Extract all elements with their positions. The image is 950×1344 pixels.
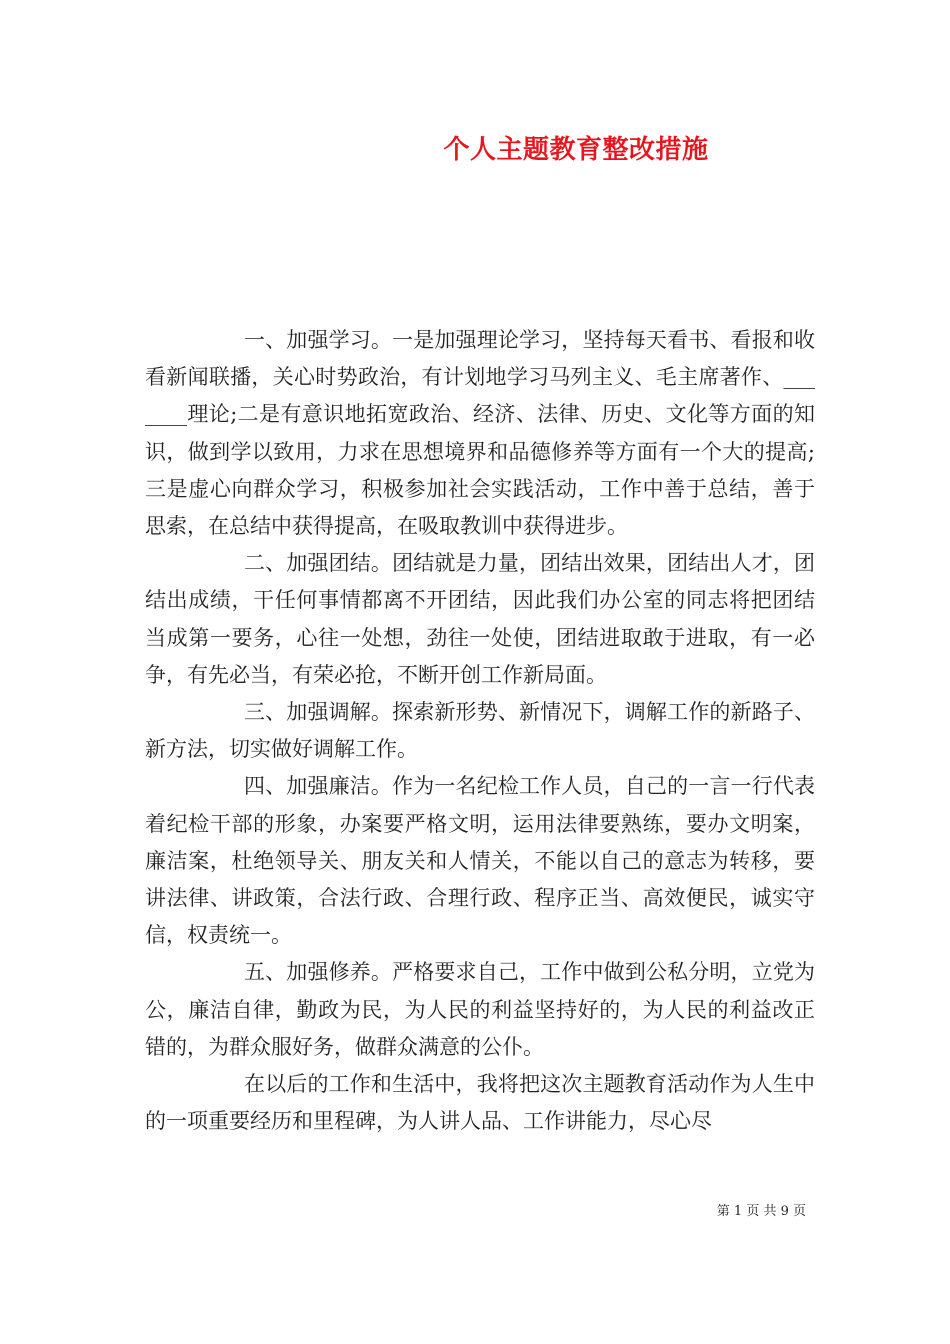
document-title: 个人主题教育整改措施 <box>443 135 709 165</box>
paragraph-cultivation: 五、加强修养。严格要求自己，工作中做到公私分明，立党为公，廉洁自律，勤政为民，为人民的利益坚持好的，为人民的利益改正错的，为群众服好务，做群众满意的公仆。 <box>145 960 815 1059</box>
paragraph-conclusion: 在以后的工作和生活中，我将把这次主题教育活动作为人生中的一项重要经历和里程碑，为人讲人品、工作讲能力，尽心尽 <box>145 1072 815 1134</box>
paragraph-mediation: 三、加强调解。探索新形势、新情况下，调解工作的新路子、新方法，切实做好调解工作。 <box>145 700 815 762</box>
page-number: 第 1 页 共 9 页 <box>716 1204 806 1219</box>
paragraph-unity: 二、加强团结。团结就是力量，团结出效果，团结出人才，团结出成绩，干任何事情都离不开团结，因此我们办公室的同志将把团结当成第一要务，心往一处想，劲往一处使，团结进取敢于进取，有一必争，有先必当，有荣必抢，不断开创工作新局面。 <box>145 551 815 687</box>
document-body <box>145 322 815 1140</box>
paragraph-study: 一、加强学习。一是加强理论学习，坚持每天看书、看报和收看新闻联播，关心时势政治，有计划地学习马列主义、毛主席著作、_______理论;二是有意识地拓宽政治、经济、法律、历史、文化等方面的知识，做到学以致用，力求在思想境界和品德修养等方面有一个大的提高;三是虚心向群众学习，积极参加社会实践活动，工作中善于总结，善于思索，在总结中获得提高，在吸取教训中获得进步。 <box>145 328 815 539</box>
paragraph-integrity: 四、加强廉洁。作为一名纪检工作人员，自己的一言一行代表着纪检干部的形象，办案要严格文明，运用法律要熟练，要办文明案，廉洁案，杜绝领导关、朋友关和人情关，不能以自己的意志为转移，要讲法律、讲政策，合法行政、合理行政、程序正当、高效便民，诚实守信，权责统一。 <box>145 774 815 948</box>
